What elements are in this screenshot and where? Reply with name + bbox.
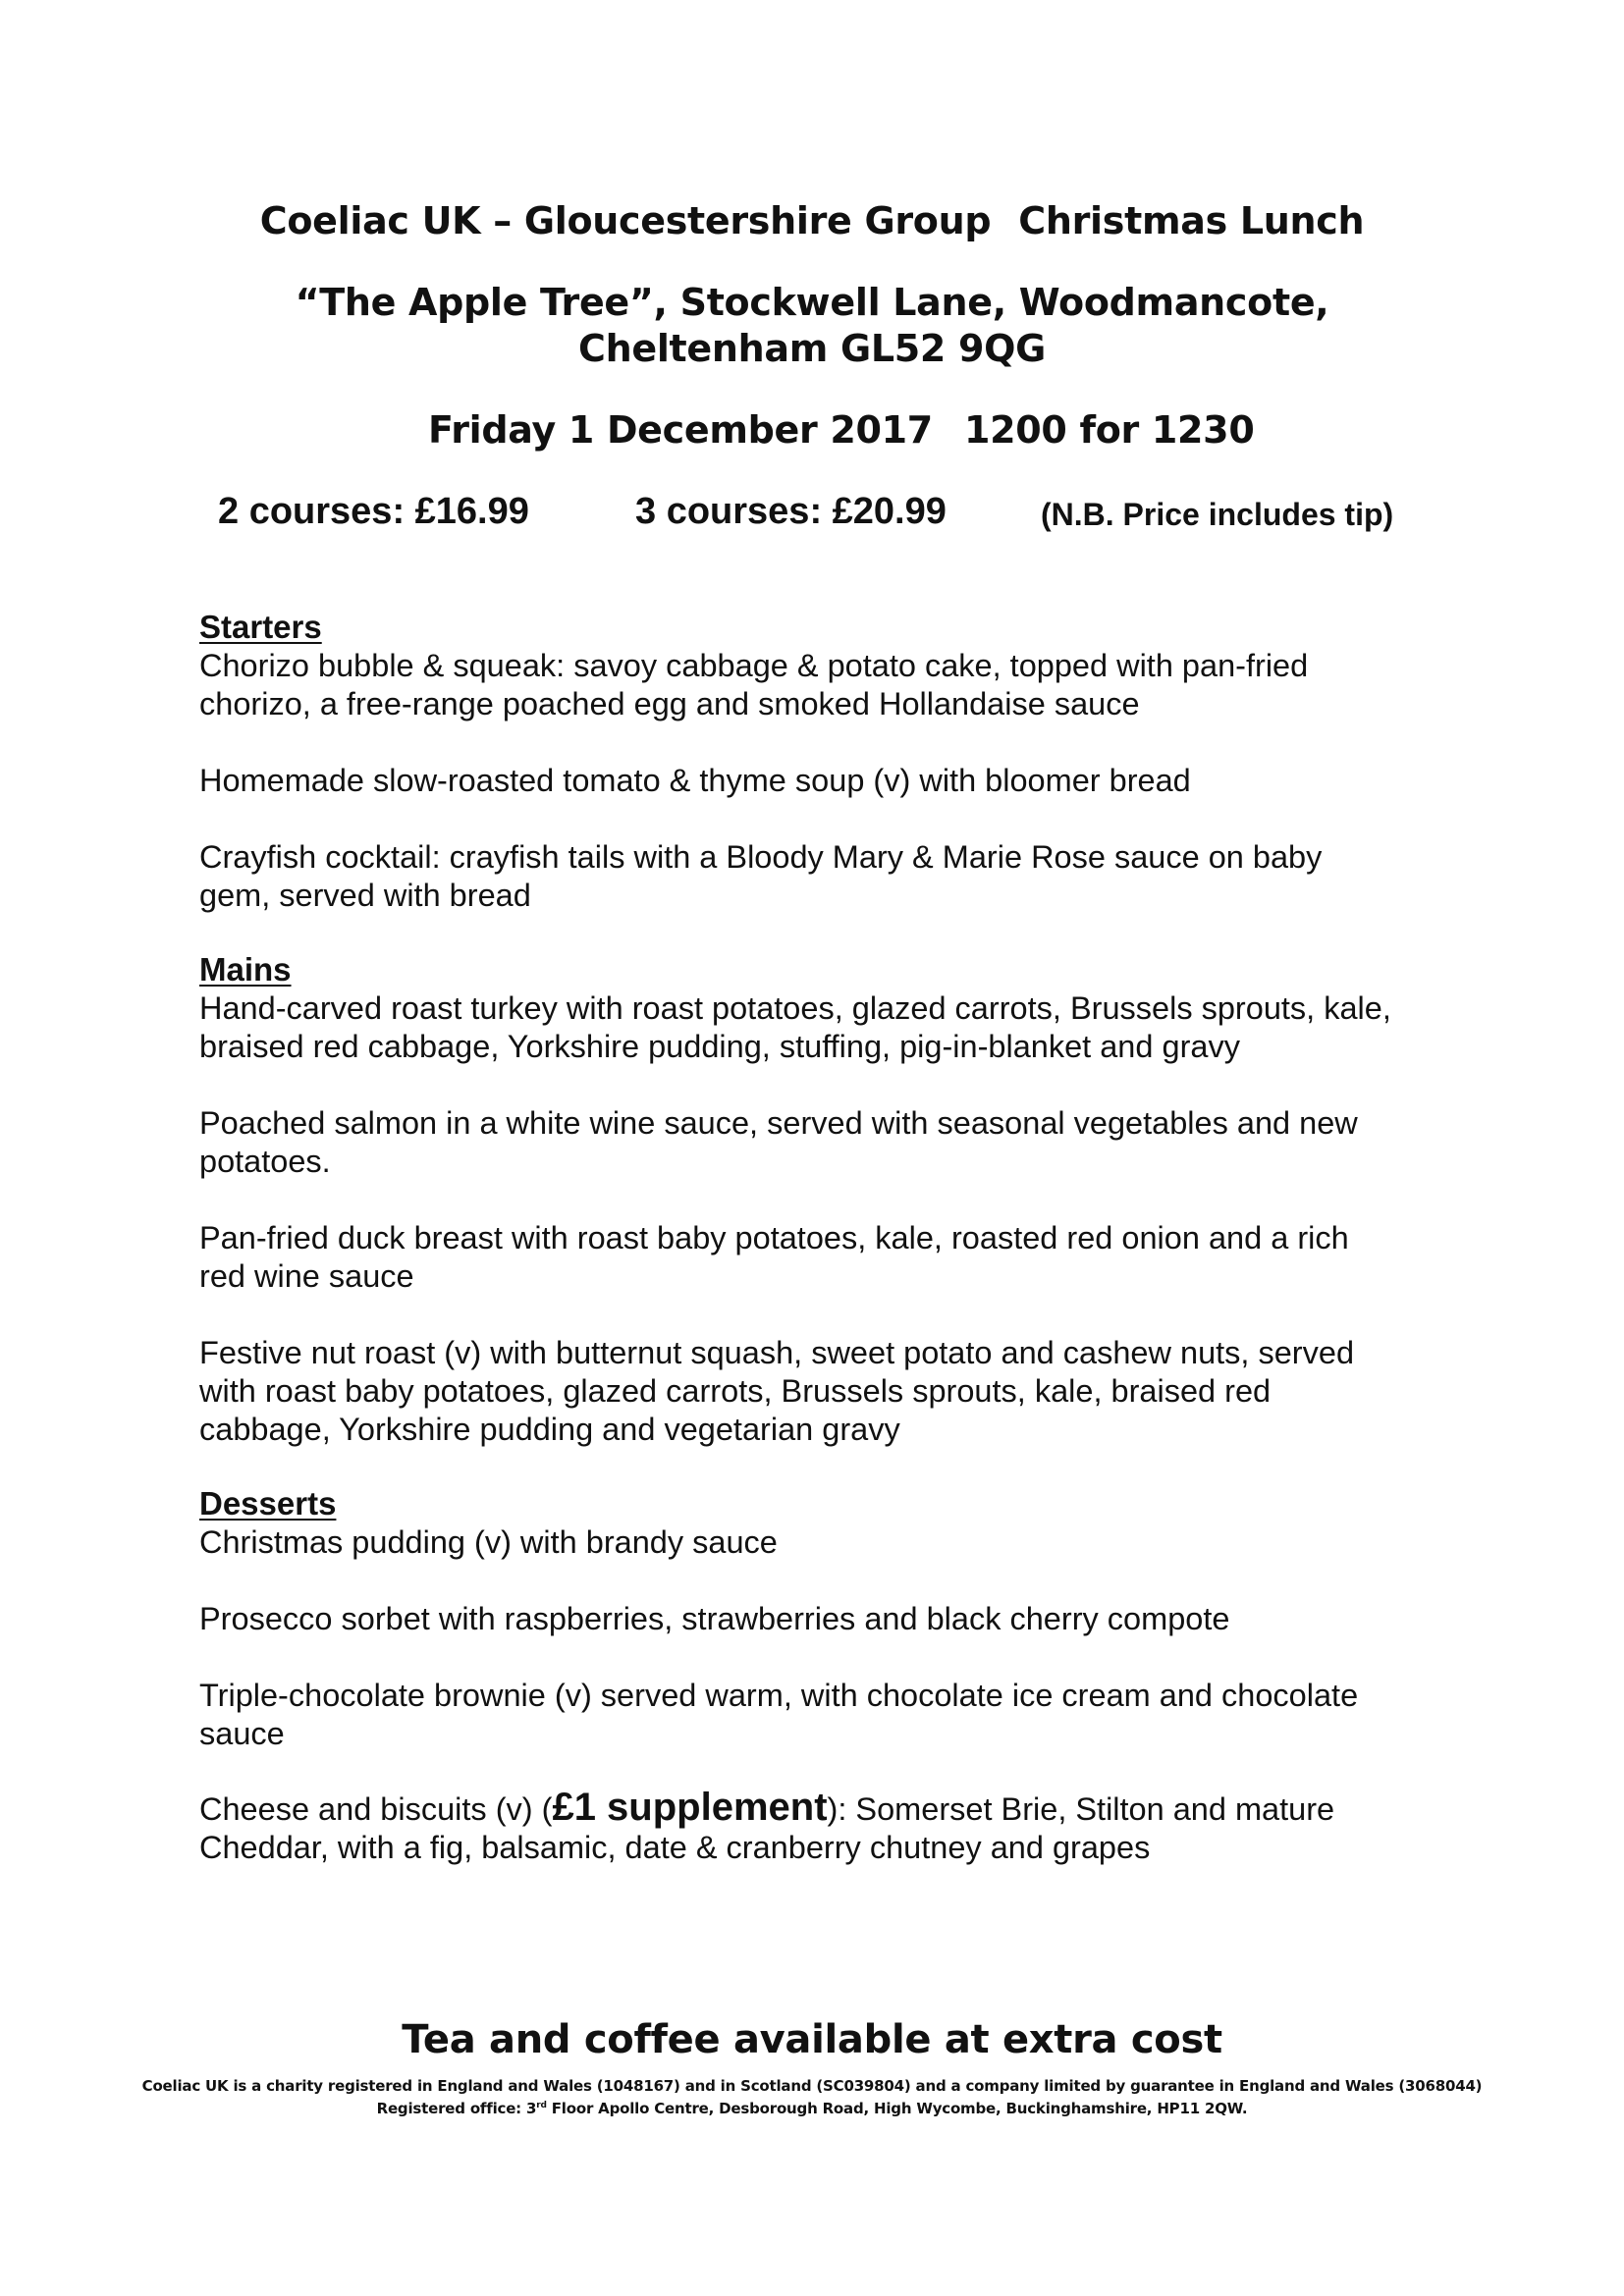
- cheese-item-line-2: Cheddar, with a fig, balsamic, date & cranberry chutney and grapes: [199, 1830, 1151, 1865]
- starter-item-line: Chorizo bubble & squeak: savoy cabbage & potato cake, topped with pan-fried: [199, 648, 1309, 683]
- dessert-item-line: Prosecco sorbet with raspberries, strawberries and black cherry compote: [199, 1601, 1230, 1636]
- price-2-courses: 2 courses: £16.99: [218, 491, 529, 532]
- dessert-item-line: Christmas pudding (v) with brandy sauce: [199, 1524, 778, 1560]
- main-item-line: braised red cabbage, Yorkshire pudding, stuffing, pig-in-blanket and gravy: [199, 1029, 1240, 1064]
- cheese-prefix: Cheese and biscuits (v) (: [199, 1791, 553, 1827]
- cheese-item-line-1: [199, 1786, 1466, 1829]
- price-3-courses: 3 courses: £20.99: [635, 491, 947, 532]
- starter-item-line: chorizo, a free-range poached egg and smoked Hollandaise sauce: [199, 686, 1140, 721]
- desserts-heading: Desserts: [199, 1485, 337, 1522]
- main-item: [199, 1334, 1466, 1449]
- starter-item: [199, 838, 1466, 915]
- cheese-item: [199, 1786, 1466, 1867]
- main-item-line: Festive nut roast (v) with butternut squash, sweet potato and cashew nuts, served: [199, 1335, 1355, 1370]
- dessert-item-line: Triple-chocolate brownie (v) served warm, with chocolate ice cream and chocolate: [199, 1678, 1359, 1713]
- event-title: [0, 199, 1624, 242]
- mains-heading: Mains: [199, 951, 292, 988]
- starter-item-line: Crayfish cocktail: crayfish tails with a Bloody Mary & Marie Rose sauce on baby: [199, 839, 1323, 875]
- group-name: Coeliac UK – Gloucestershire Group: [259, 199, 992, 242]
- main-item-line: with roast baby potatoes, glazed carrots, Brussels sprouts, kale, braised red: [199, 1373, 1272, 1409]
- price-note: (N.B. Price includes tip): [1041, 497, 1394, 532]
- main-item-line: Poached salmon in a white wine sauce, served with seasonal vegetables and new: [199, 1105, 1358, 1141]
- tea-coffee-note: Tea and coffee available at extra cost: [402, 2017, 1222, 2062]
- main-item-line: Pan-fried duck breast with roast baby potatoes, kale, roasted red onion and a rich: [199, 1220, 1349, 1255]
- main-item: [199, 1104, 1466, 1181]
- main-item-line: Hand-carved roast turkey with roast potatoes, glazed carrots, Brussels sprouts, kale,: [199, 990, 1391, 1026]
- dessert-item: [199, 1677, 1466, 1753]
- starter-item-line: Homemade slow-roasted tomato & thyme soup (v) with bloomer bread: [199, 763, 1191, 798]
- office-sup: rd: [536, 2101, 547, 2110]
- dessert-item-line: sauce: [199, 1716, 285, 1751]
- dessert-item: [199, 1523, 1466, 1562]
- main-item: [199, 1219, 1466, 1296]
- main-item: [199, 989, 1466, 1066]
- starter-item-line: gem, served with bread: [199, 878, 531, 913]
- starters-heading: Starters: [199, 609, 322, 645]
- registered-office: [0, 2100, 1624, 2117]
- event-time: 1200 for 1230: [964, 408, 1255, 452]
- dessert-item: [199, 1600, 1466, 1638]
- main-item-line: cabbage, Yorkshire pudding and vegetarian gravy: [199, 1412, 900, 1447]
- main-item-line: red wine sauce: [199, 1258, 414, 1294]
- main-item-line: potatoes.: [199, 1144, 331, 1179]
- venue-line-1: “The Apple Tree”, Stockwell Lane, Woodmancote,: [295, 281, 1329, 324]
- event-date: Friday 1 December 2017: [428, 408, 933, 452]
- starter-item: [199, 762, 1466, 800]
- supplement-note: £1 supplement: [552, 1786, 828, 1829]
- event-name: Christmas Lunch: [1018, 199, 1365, 242]
- office-suffix: Floor Apollo Centre, Desborough Road, High Wycombe, Buckinghamshire, HP11 2QW.: [546, 2100, 1248, 2117]
- starter-item: [199, 647, 1466, 723]
- charity-registration: Coeliac UK is a charity registered in England and Wales (1048167) and in Scotland (SC039804) and a company limited by guarantee in England and Wales (3068044): [141, 2077, 1483, 2095]
- office-prefix: Registered office: 3: [376, 2100, 537, 2117]
- venue-line-2: Cheltenham GL52 9QG: [578, 327, 1046, 370]
- cheese-suffix: ): Somerset Brie, Stilton and mature: [827, 1791, 1335, 1827]
